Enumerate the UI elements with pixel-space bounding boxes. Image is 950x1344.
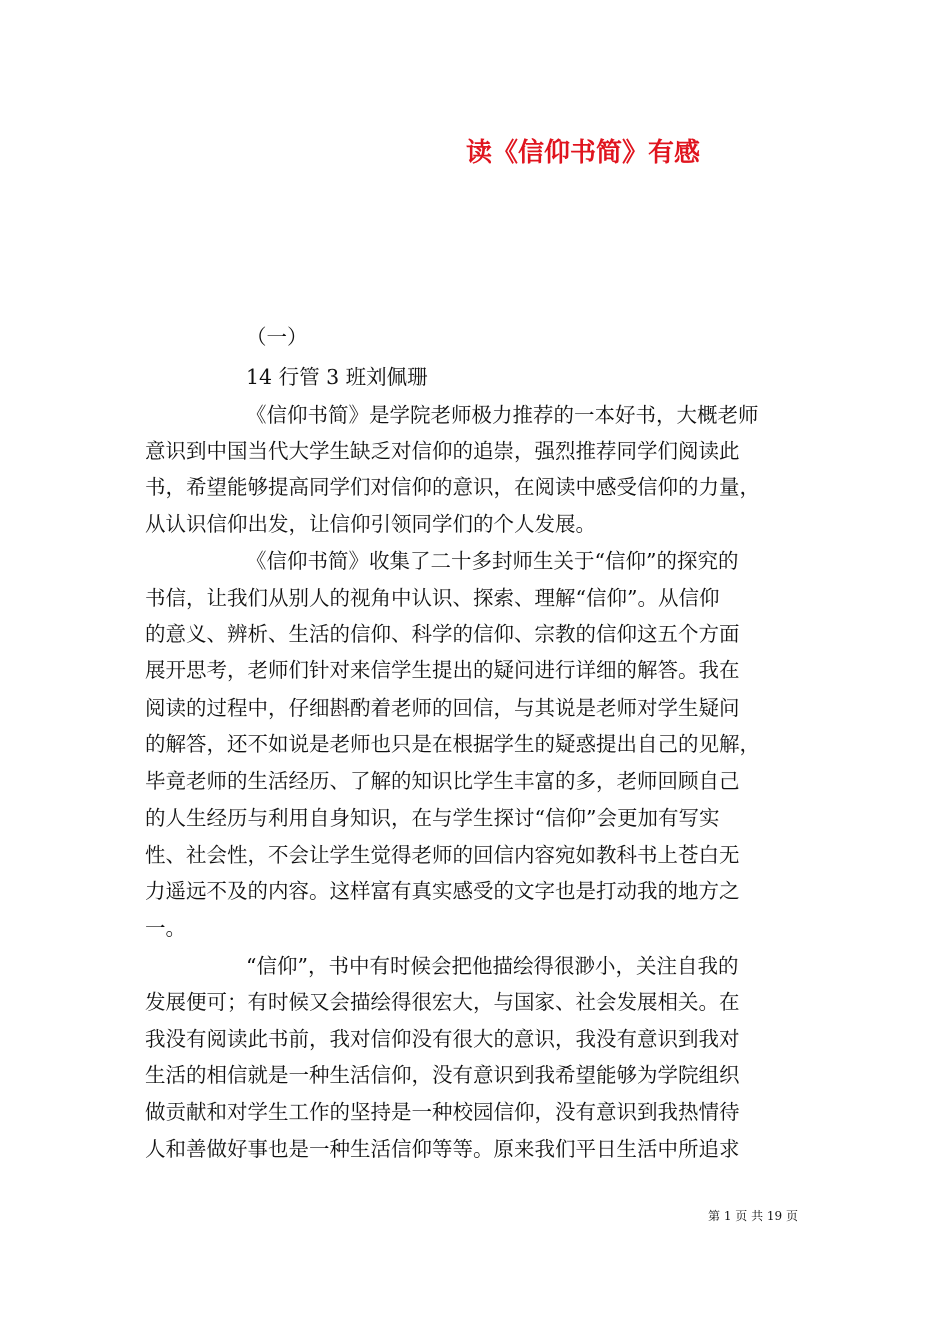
paragraph-line: 力遥远不及的内容。这样富有真实感受的文字也是打动我的地方之 — [145, 879, 740, 903]
paragraph-line: 《信仰书简》收集了二十多封师生关于“信仰”的探究的 — [246, 549, 739, 573]
author-line: 14 行管 3 班刘佩珊 — [246, 365, 428, 389]
document-title: 读《信仰书简》有感 — [466, 138, 701, 168]
paragraph-line: 书，希望能够提高同学们对信仰的意识，在阅读中感受信仰的力量， — [145, 475, 760, 499]
paragraph-line: 性、社会性，不会让学生觉得老师的回信内容宛如教科书上苍白无 — [145, 843, 740, 867]
paragraph-line: 做贡献和对学生工作的坚持是一种校园信仰，没有意识到我热情待 — [145, 1100, 740, 1124]
paragraph-line: 发展便可；有时候又会描绘得很宏大，与国家、社会发展相关。在 — [145, 990, 740, 1014]
page-footer: 第 1 页 共 19 页 — [708, 1209, 798, 1223]
paragraph-line: 意识到中国当代大学生缺乏对信仰的追崇，强烈推荐同学们阅读此 — [145, 439, 740, 463]
paragraph-line: 从认识信仰出发，让信仰引领同学们的个人发展。 — [145, 512, 596, 536]
paragraph-line: 人和善做好事也是一种生活信仰等等。原来我们平日生活中所追求 — [145, 1137, 740, 1161]
paragraph-line: 展开思考，老师们针对来信学生提出的疑问进行详细的解答。我在 — [145, 658, 740, 682]
paragraph-line: 我没有阅读此书前，我对信仰没有很大的意识，我没有意识到我对 — [145, 1027, 740, 1051]
paragraph-line: 阅读的过程中，仔细斟酌着老师的回信，与其说是老师对学生疑问 — [145, 696, 740, 720]
paragraph-line: 一。 — [145, 916, 186, 940]
paragraph-line: 的解答，还不如说是老师也只是在根据学生的疑惑提出自己的见解， — [145, 732, 760, 756]
paragraph-line: 生活的相信就是一种生活信仰，没有意识到我希望能够为学院组织 — [145, 1063, 740, 1087]
paragraph-line: 毕竟老师的生活经历、了解的知识比学生丰富的多，老师回顾自己 — [145, 769, 740, 793]
section-marker: （一） — [246, 325, 308, 349]
paragraph-line: 书信，让我们从别人的视角中认识、探索、理解“信仰”。从信仰 — [145, 586, 720, 610]
paragraph-line: “信仰”，书中有时候会把他描绘得很渺小，关注自我的 — [246, 954, 739, 978]
paragraph-line: 的意义、辨析、生活的信仰、科学的信仰、宗教的信仰这五个方面 — [145, 622, 740, 646]
paragraph-line: 《信仰书简》是学院老师极力推荐的一本好书，大概老师 — [246, 403, 759, 427]
paragraph-line: 的人生经历与利用自身知识，在与学生探讨“信仰”会更加有写实 — [145, 806, 720, 830]
